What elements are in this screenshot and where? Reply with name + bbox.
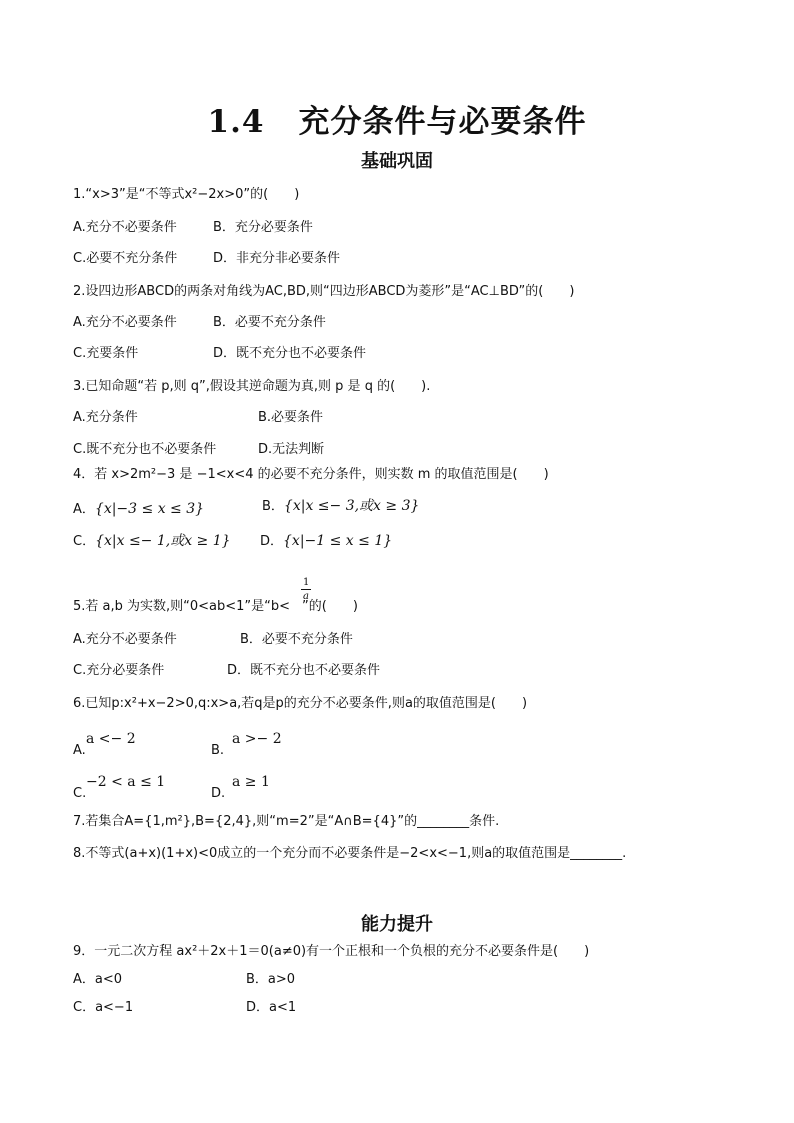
section-heading-basic: 基础巩固 [361, 151, 433, 172]
page-title [0, 96, 794, 141]
section-heading-advanced: 能力提升 [361, 914, 433, 935]
question-6-option-d-math: a ≥ 1 [232, 774, 270, 790]
question-4-option-d [260, 532, 392, 551]
option-math: {x|x ≤− 1,或x ≥ 1} [95, 533, 231, 549]
option-math: {x|−3 ≤ x ≤ 3} [94, 501, 205, 517]
question-2-stem: 2.设四边形ABCD的两条对角线为AC,BD,则“四边形ABCD为菱形”是“AC⊥BD”的( ) [73, 284, 575, 299]
question-5-fraction-bar [301, 589, 311, 590]
question-9-option-c: C．a<−1 [73, 1000, 134, 1015]
question-6-option-b-math: a >− 2 [232, 731, 282, 747]
question-5-option-b: B．必要不充分条件 [240, 632, 353, 647]
question-1-stem: 1.“x>3”是“不等式x²−2x>0”的( ) [73, 187, 300, 202]
question-2-option-d: D．既不充分也不必要条件 [213, 346, 367, 361]
question-4-option-c [73, 532, 231, 551]
question-8-stem: 8.不等式(a+x)(1+x)<0成立的一个充分而不必要条件是−2<x<−1,则a的取值范围是________. [73, 846, 627, 861]
question-4-option-b [262, 497, 419, 516]
question-5-option-c: C.充分必要条件 [73, 663, 165, 678]
question-4-stem: 4．若 x>2m²−3 是 −1<x<4 的必要不充分条件，则实数 m 的取值范围是( ) [73, 467, 549, 482]
question-5-stem-pre: 5.若 a,b 为实数,则“0<ab<1”是“b< [73, 599, 291, 614]
question-1-option-a: A.充分不必要条件 [73, 220, 177, 235]
section-title: 充分条件与必要条件 [298, 104, 587, 140]
question-9-option-b: B．a>0 [246, 972, 296, 987]
section-number: 1.4 [207, 104, 265, 140]
question-2-option-b: B．必要不充分条件 [213, 315, 326, 330]
option-math: {x|−1 ≤ x ≤ 1} [283, 533, 393, 549]
question-6-option-d-label: D. [211, 786, 226, 801]
question-9-stem: 9．一元二次方程 ax²＋2x＋1＝0(a≠0)有一个正根和一个负根的充分不必要条件是( ) [73, 944, 590, 959]
question-2-option-c: C.充要条件 [73, 346, 139, 361]
option-label: A． [73, 502, 95, 517]
question-5-fraction-denominator: a [303, 591, 309, 602]
question-3-option-c: C.既不充分也不必要条件 [73, 442, 217, 457]
question-5-fraction-numerator: 1 [303, 577, 310, 588]
question-6-option-c-label: C. [73, 786, 87, 801]
question-9-option-a: A．a<0 [73, 972, 123, 987]
question-3-option-b: B.必要条件 [258, 410, 324, 425]
option-label: C． [73, 534, 96, 549]
question-3-stem: 3.已知命题“若 p,则 q”,假设其逆命题为真,则 p 是 q 的( ). [73, 379, 431, 394]
question-6-option-b-label: B. [211, 743, 225, 758]
question-5-option-d: D．既不充分也不必要条件 [227, 663, 381, 678]
question-5-stem [73, 598, 358, 616]
question-3-option-a: A.充分条件 [73, 410, 138, 425]
question-3-option-d: D.无法判断 [258, 442, 325, 457]
question-1-option-b: B．充分必要条件 [213, 220, 313, 235]
question-7-stem: 7.若集合A={1,m²},B={2,4},则“m=2”是“A∩B={4}”的________条件. [73, 814, 500, 829]
question-5-stem-post: ”的( ) [302, 599, 358, 614]
question-5-option-a: A.充分不必要条件 [73, 632, 177, 647]
question-2-option-a: A.充分不必要条件 [73, 315, 177, 330]
question-1-option-c: C.必要不充分条件 [73, 251, 178, 266]
option-label: D． [260, 534, 284, 549]
option-label: B． [262, 499, 284, 514]
option-math: {x|x ≤− 3,或x ≥ 3} [283, 498, 420, 514]
question-6-option-c-math: −2 < a ≤ 1 [86, 774, 166, 790]
question-6-option-a-label: A. [73, 743, 86, 758]
question-6-stem: 6.已知p:x²+x−2>0,q:x>a,若q是p的充分不必要条件,则a的取值范围是( ) [73, 696, 528, 711]
question-1-option-d: D．非充分非必要条件 [213, 251, 341, 266]
question-6-option-a-math: a <− 2 [86, 731, 136, 747]
question-4-option-a [73, 500, 204, 519]
question-9-option-d: D．a<1 [246, 1000, 297, 1015]
